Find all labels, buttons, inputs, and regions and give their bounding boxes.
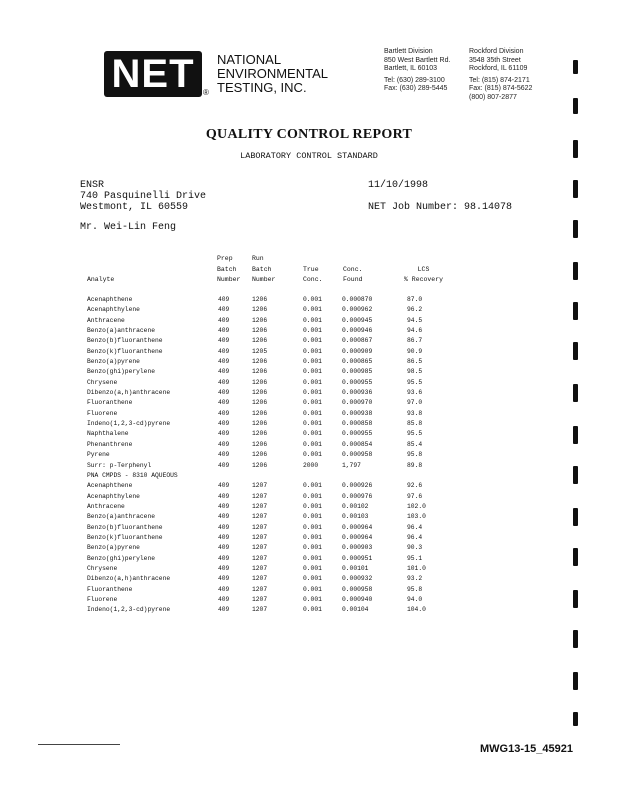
cell-recovery: 86.7 bbox=[407, 337, 423, 345]
cell-conc-found: 0.000955 bbox=[342, 378, 373, 386]
cell-analyte: Acenaphthylene bbox=[87, 306, 140, 314]
cell-true-conc: 0.001 bbox=[303, 399, 322, 407]
scan-mark bbox=[573, 384, 578, 402]
cell-analyte: Benzo(k)fluoranthene bbox=[87, 533, 163, 541]
cell-true-conc: 0.001 bbox=[303, 296, 322, 303]
cell-analyte: Anthracene bbox=[87, 316, 125, 324]
table-row bbox=[0, 595, 618, 605]
table-row bbox=[0, 502, 618, 512]
table-row bbox=[0, 316, 618, 326]
cell-run-batch: 1207 bbox=[252, 492, 268, 500]
cell-recovery: 96.4 bbox=[407, 533, 423, 541]
scan-mark bbox=[573, 302, 578, 320]
cell-analyte: Benzo(a)anthracene bbox=[87, 327, 156, 335]
cell-run-batch: 1207 bbox=[252, 564, 268, 572]
address-line: Fax: (630) 289-5445 bbox=[384, 85, 448, 92]
cell-run-batch: 1206 bbox=[252, 451, 268, 459]
cell-analyte: Dibenzo(a,h)anthracene bbox=[87, 575, 171, 583]
cell-true-conc: 0.001 bbox=[303, 564, 322, 572]
cell-prep-batch: 409 bbox=[218, 347, 230, 355]
cell-run-batch: 1206 bbox=[252, 306, 268, 314]
cell-true-conc: 0.001 bbox=[303, 440, 322, 448]
cell-true-conc: 0.001 bbox=[303, 368, 322, 376]
bartlett-address bbox=[384, 48, 450, 94]
cell-analyte: Benzo(ghi)perylene bbox=[87, 554, 156, 562]
cell-run-batch: 1207 bbox=[252, 513, 268, 521]
cell-prep-batch: 409 bbox=[218, 440, 230, 448]
cell-conc-found: 0.000865 bbox=[342, 358, 373, 366]
cell-analyte: Benzo(b)fluoranthene bbox=[87, 337, 163, 345]
cell-run-batch: 1206 bbox=[252, 378, 268, 386]
cell-prep-batch: 409 bbox=[218, 430, 230, 438]
cell-conc-found: 0.00103 bbox=[342, 513, 369, 521]
cell-analyte: Indeno(1,2,3-cd)pyrene bbox=[87, 606, 171, 614]
cell-analyte: Benzo(a)anthracene bbox=[87, 513, 156, 521]
table-row bbox=[0, 388, 618, 398]
cell-conc-found: 0.000964 bbox=[342, 523, 373, 531]
scan-mark bbox=[573, 466, 578, 484]
cell-analyte: PNA CMPDS - 8310 AQUEOUS bbox=[87, 471, 178, 479]
cell-conc-found: 0.000962 bbox=[342, 306, 373, 314]
table-row bbox=[0, 564, 618, 574]
cell-conc-found: 0.000858 bbox=[342, 420, 373, 428]
header-prep-batch bbox=[217, 254, 240, 286]
cell-recovery: 86.5 bbox=[407, 358, 423, 366]
cell-prep-batch: 409 bbox=[218, 399, 230, 407]
cell-recovery: 95.8 bbox=[407, 585, 423, 593]
attention: Mr. Wei-Lin Feng bbox=[80, 222, 177, 233]
rockford-address bbox=[469, 48, 532, 102]
address-line: Fax: (815) 874-5622 bbox=[469, 85, 533, 92]
table-row bbox=[0, 378, 618, 388]
cell-true-conc: 0.001 bbox=[303, 327, 322, 335]
cell-conc-found: 0.000958 bbox=[342, 585, 373, 593]
cell-analyte: Fluoranthene bbox=[87, 585, 133, 593]
cell-run-batch: 1206 bbox=[252, 430, 268, 438]
address-line: Tel: (630) 289-3100 bbox=[384, 76, 445, 84]
cell-true-conc: 2000 bbox=[303, 461, 319, 469]
cell-conc-found: 0.000903 bbox=[342, 544, 373, 552]
cell-recovery: 98.5 bbox=[407, 368, 423, 376]
cell-run-batch: 1206 bbox=[252, 440, 268, 448]
scan-mark bbox=[573, 98, 578, 114]
scan-mark bbox=[573, 548, 578, 566]
header-true-conc bbox=[303, 265, 323, 286]
job-number: NET Job Number: 98.14078 bbox=[368, 202, 513, 213]
scan-mark bbox=[573, 180, 578, 198]
cell-prep-batch: 409 bbox=[218, 533, 230, 541]
cell-true-conc: 0.001 bbox=[303, 389, 322, 397]
table-row bbox=[0, 543, 618, 553]
header-line: Batch bbox=[252, 265, 272, 273]
header-line: Conc. bbox=[343, 265, 363, 273]
cell-run-batch: 1207 bbox=[252, 523, 268, 531]
cell-conc-found: 0.000976 bbox=[342, 492, 373, 500]
table-row bbox=[0, 357, 618, 367]
cell-true-conc: 0.001 bbox=[303, 347, 322, 355]
cell-analyte: Acenaphthene bbox=[87, 296, 133, 303]
cell-prep-batch: 409 bbox=[218, 492, 230, 500]
cell-run-batch: 1207 bbox=[252, 554, 268, 562]
cell-run-batch: 1207 bbox=[252, 595, 268, 603]
cell-run-batch: 1206 bbox=[252, 337, 268, 345]
cell-analyte: Surr: p-Terphenyl bbox=[87, 461, 152, 469]
cell-prep-batch: 409 bbox=[218, 461, 230, 469]
cell-conc-found: 0.00101 bbox=[342, 564, 369, 572]
cell-recovery: 94.0 bbox=[407, 595, 423, 603]
report-date: 11/10/1998 bbox=[368, 180, 429, 191]
cell-prep-batch: 409 bbox=[218, 502, 230, 510]
cell-prep-batch: 409 bbox=[218, 420, 230, 428]
table-row bbox=[0, 347, 618, 357]
scan-mark bbox=[573, 630, 578, 648]
cell-true-conc: 0.001 bbox=[303, 575, 322, 583]
company-name bbox=[217, 53, 328, 95]
table-row bbox=[0, 450, 618, 460]
cell-analyte: Fluoranthene bbox=[87, 399, 133, 407]
cell-recovery: 95.8 bbox=[407, 451, 423, 459]
cell-prep-batch: 409 bbox=[218, 564, 230, 572]
cell-conc-found: 0.000870 bbox=[342, 296, 373, 303]
cell-conc-found: 0.000926 bbox=[342, 482, 373, 490]
table-row bbox=[0, 481, 618, 491]
cell-prep-batch: 409 bbox=[218, 409, 230, 417]
cell-conc-found: 1,797 bbox=[342, 461, 361, 469]
cell-recovery: 95.5 bbox=[407, 430, 423, 438]
scan-mark bbox=[573, 672, 578, 690]
scan-mark bbox=[573, 712, 578, 726]
cell-analyte: Naphthalene bbox=[87, 430, 129, 438]
cell-prep-batch: 409 bbox=[218, 585, 230, 593]
scan-mark bbox=[573, 60, 578, 74]
cell-recovery: 93.8 bbox=[407, 409, 423, 417]
cell-recovery: 90.9 bbox=[407, 347, 423, 355]
table-row bbox=[0, 336, 618, 346]
cell-analyte: Acenaphthene bbox=[87, 482, 133, 490]
table-row bbox=[0, 440, 618, 450]
cell-recovery: 103.0 bbox=[407, 513, 426, 521]
cell-run-batch: 1206 bbox=[252, 368, 268, 376]
cell-analyte: Chrysene bbox=[87, 564, 118, 572]
client-address: Westmont, IL 60559 bbox=[80, 202, 189, 213]
scan-mark bbox=[573, 426, 578, 444]
cell-prep-batch: 409 bbox=[218, 378, 230, 386]
header-line: True bbox=[303, 265, 319, 273]
cell-conc-found: 0.000867 bbox=[342, 337, 373, 345]
cell-conc-found: 0.000909 bbox=[342, 347, 373, 355]
cell-prep-batch: 409 bbox=[218, 316, 230, 324]
cell-run-batch: 1207 bbox=[252, 585, 268, 593]
cell-true-conc: 0.001 bbox=[303, 420, 322, 428]
cell-recovery: 94.5 bbox=[407, 316, 423, 324]
client-block bbox=[80, 180, 206, 213]
cell-true-conc: 0.001 bbox=[303, 606, 322, 614]
cell-prep-batch: 409 bbox=[218, 606, 230, 614]
cell-conc-found: 0.000940 bbox=[342, 595, 373, 603]
header-line: Conc. bbox=[303, 276, 323, 283]
client-name: ENSR bbox=[80, 180, 105, 191]
address-line: Bartlett, IL 60103 bbox=[384, 65, 438, 72]
cell-recovery: 95.5 bbox=[407, 378, 423, 386]
cell-conc-found: 0.000985 bbox=[342, 368, 373, 376]
cell-conc-found: 0.000932 bbox=[342, 575, 373, 583]
client-address: 740 Pasquinelli Drive bbox=[80, 191, 207, 202]
table-row bbox=[0, 512, 618, 522]
footer-line bbox=[38, 744, 120, 745]
cell-run-batch: 1206 bbox=[252, 461, 268, 469]
cell-prep-batch: 409 bbox=[218, 296, 230, 303]
cell-recovery: 94.6 bbox=[407, 327, 423, 335]
cell-recovery: 102.0 bbox=[407, 502, 426, 510]
header-conc-found bbox=[343, 265, 363, 286]
cell-recovery: 87.0 bbox=[407, 296, 423, 303]
cell-recovery: 104.0 bbox=[407, 606, 426, 614]
cell-recovery: 101.0 bbox=[407, 564, 426, 572]
table-row bbox=[0, 429, 618, 439]
cell-run-batch: 1207 bbox=[252, 482, 268, 490]
cell-run-batch: 1207 bbox=[252, 502, 268, 510]
cell-true-conc: 0.001 bbox=[303, 513, 322, 521]
cell-recovery: 93.6 bbox=[407, 389, 423, 397]
cell-recovery: 89.8 bbox=[407, 461, 423, 469]
cell-true-conc: 0.001 bbox=[303, 306, 322, 314]
address-line: Rockford Division bbox=[469, 48, 524, 55]
cell-analyte: Benzo(a)pyrene bbox=[87, 544, 140, 552]
table-row bbox=[0, 523, 618, 533]
cell-true-conc: 0.001 bbox=[303, 585, 322, 593]
table-row bbox=[0, 419, 618, 429]
cell-true-conc: 0.001 bbox=[303, 502, 322, 510]
address-line: (800) 807-2877 bbox=[469, 93, 517, 101]
header-line: Prep bbox=[217, 255, 233, 262]
cell-analyte: Chrysene bbox=[87, 378, 118, 386]
cell-prep-batch: 409 bbox=[218, 523, 230, 531]
company-line: NATIONAL bbox=[217, 52, 282, 67]
cell-true-conc: 0.001 bbox=[303, 492, 322, 500]
cell-conc-found: 0.000955 bbox=[342, 430, 373, 438]
cell-true-conc: 0.001 bbox=[303, 451, 322, 459]
table-row bbox=[0, 605, 618, 615]
cell-true-conc: 0.001 bbox=[303, 337, 322, 345]
cell-prep-batch: 409 bbox=[218, 554, 230, 562]
address-line: 3548 35th Street bbox=[469, 56, 521, 64]
cell-conc-found: 0.000936 bbox=[342, 389, 373, 397]
report-subtitle: LABORATORY CONTROL STANDARD bbox=[240, 151, 378, 161]
scan-mark bbox=[573, 342, 578, 360]
table-row bbox=[0, 554, 618, 564]
cell-analyte: Acenaphthylene bbox=[87, 492, 140, 500]
cell-analyte: Pyrene bbox=[87, 451, 110, 459]
header-line: % Recovery bbox=[404, 276, 444, 283]
net-logo: NET bbox=[104, 51, 202, 97]
cell-conc-found: 0.00104 bbox=[342, 606, 369, 614]
cell-conc-found: 0.000945 bbox=[342, 316, 373, 324]
cell-run-batch: 1206 bbox=[252, 420, 268, 428]
cell-true-conc: 0.001 bbox=[303, 544, 322, 552]
cell-analyte: Indeno(1,2,3-cd)pyrene bbox=[87, 420, 171, 428]
cell-prep-batch: 409 bbox=[218, 327, 230, 335]
header-line: Batch bbox=[217, 265, 237, 273]
cell-true-conc: 0.001 bbox=[303, 378, 322, 386]
scan-mark bbox=[573, 140, 578, 158]
cell-analyte: Fluorene bbox=[87, 595, 118, 603]
cell-prep-batch: 409 bbox=[218, 389, 230, 397]
cell-prep-batch: 409 bbox=[218, 544, 230, 552]
cell-recovery: 96.2 bbox=[407, 306, 423, 314]
cell-conc-found: 0.000964 bbox=[342, 533, 373, 541]
cell-prep-batch: 409 bbox=[218, 482, 230, 490]
cell-recovery: 96.4 bbox=[407, 523, 423, 531]
cell-run-batch: 1207 bbox=[252, 575, 268, 583]
cell-prep-batch: 409 bbox=[218, 306, 230, 314]
cell-true-conc: 0.001 bbox=[303, 358, 322, 366]
cell-analyte: Fluorene bbox=[87, 409, 118, 417]
cell-prep-batch: 409 bbox=[218, 513, 230, 521]
table-row bbox=[0, 533, 618, 543]
cell-recovery: 95.1 bbox=[407, 554, 423, 562]
cell-run-batch: 1207 bbox=[252, 533, 268, 541]
cell-prep-batch: 409 bbox=[218, 368, 230, 376]
address-line: 850 West Bartlett Rd. bbox=[384, 56, 451, 64]
cell-true-conc: 0.001 bbox=[303, 482, 322, 490]
scan-mark bbox=[573, 508, 578, 526]
scan-mark bbox=[573, 590, 578, 608]
cell-conc-found: 0.00102 bbox=[342, 502, 369, 510]
cell-conc-found: 0.000958 bbox=[342, 451, 373, 459]
cell-analyte: Benzo(k)fluoranthene bbox=[87, 347, 163, 355]
table-row bbox=[0, 398, 618, 408]
cell-run-batch: 1206 bbox=[252, 409, 268, 417]
registered-mark: ® bbox=[203, 88, 209, 97]
cell-conc-found: 0.000951 bbox=[342, 554, 373, 562]
cell-prep-batch: 409 bbox=[218, 451, 230, 459]
address-line: Tel: (815) 874-2171 bbox=[469, 76, 530, 84]
cell-run-batch: 1206 bbox=[252, 399, 268, 407]
address-line: Bartlett Division bbox=[384, 48, 433, 55]
header-run-batch bbox=[252, 254, 275, 286]
cell-run-batch: 1207 bbox=[252, 606, 268, 614]
cell-analyte: Phenanthrene bbox=[87, 440, 133, 448]
table-row bbox=[0, 574, 618, 584]
cell-analyte: Anthracene bbox=[87, 502, 125, 510]
cell-conc-found: 0.000854 bbox=[342, 440, 373, 448]
cell-true-conc: 0.001 bbox=[303, 533, 322, 541]
cell-run-batch: 1205 bbox=[252, 347, 268, 355]
company-line: ENVIRONMENTAL bbox=[217, 66, 328, 81]
cell-prep-batch: 409 bbox=[218, 337, 230, 345]
address-line: Rockford, IL 61109 bbox=[469, 65, 528, 72]
table-row bbox=[0, 295, 618, 305]
cell-recovery: 85.4 bbox=[407, 440, 423, 448]
cell-analyte: Benzo(b)fluoranthene bbox=[87, 523, 163, 531]
cell-true-conc: 0.001 bbox=[303, 523, 322, 531]
cell-prep-batch: 409 bbox=[218, 575, 230, 583]
table-row bbox=[0, 326, 618, 336]
cell-analyte: Dibenzo(a,h)anthracene bbox=[87, 389, 171, 397]
cell-recovery: 97.0 bbox=[407, 399, 423, 407]
report-title: QUALITY CONTROL REPORT bbox=[205, 127, 413, 142]
cell-true-conc: 0.001 bbox=[303, 430, 322, 438]
scan-mark bbox=[573, 220, 578, 238]
cell-true-conc: 0.001 bbox=[303, 316, 322, 324]
header-line: LCS bbox=[417, 265, 430, 273]
cell-run-batch: 1206 bbox=[252, 316, 268, 324]
document-id: MWG13-15_45921 bbox=[480, 743, 573, 755]
section-heading-row bbox=[0, 471, 618, 481]
table-row bbox=[0, 305, 618, 315]
table-row bbox=[0, 409, 618, 419]
header-line: Run bbox=[252, 255, 264, 262]
table-row bbox=[0, 585, 618, 595]
table-row bbox=[0, 461, 618, 471]
results-table bbox=[0, 295, 618, 616]
cell-true-conc: 0.001 bbox=[303, 409, 322, 417]
cell-run-batch: 1207 bbox=[252, 544, 268, 552]
header-line: Number bbox=[252, 276, 276, 283]
cell-conc-found: 0.000970 bbox=[342, 399, 373, 407]
cell-run-batch: 1206 bbox=[252, 327, 268, 335]
cell-run-batch: 1206 bbox=[252, 296, 268, 303]
cell-recovery: 92.6 bbox=[407, 482, 423, 490]
cell-recovery: 85.8 bbox=[407, 420, 423, 428]
cell-run-batch: 1206 bbox=[252, 389, 268, 397]
cell-conc-found: 0.000938 bbox=[342, 409, 373, 417]
table-row bbox=[0, 367, 618, 377]
cell-analyte: Benzo(a)pyrene bbox=[87, 358, 140, 366]
cell-run-batch: 1206 bbox=[252, 358, 268, 366]
cell-true-conc: 0.001 bbox=[303, 595, 322, 603]
scan-mark bbox=[573, 262, 578, 280]
cell-analyte: Benzo(ghi)perylene bbox=[87, 368, 156, 376]
cell-recovery: 93.2 bbox=[407, 575, 423, 583]
header-recovery bbox=[404, 265, 443, 286]
cell-recovery: 90.3 bbox=[407, 544, 423, 552]
company-line: TESTING, INC. bbox=[217, 80, 307, 95]
cell-recovery: 97.6 bbox=[407, 492, 423, 500]
cell-conc-found: 0.000946 bbox=[342, 327, 373, 335]
table-row bbox=[0, 492, 618, 502]
header-line: Number bbox=[217, 276, 241, 283]
header-line: Found bbox=[343, 276, 363, 283]
header-analyte: Analyte bbox=[87, 276, 115, 283]
cell-true-conc: 0.001 bbox=[303, 554, 322, 562]
cell-prep-batch: 409 bbox=[218, 358, 230, 366]
cell-prep-batch: 409 bbox=[218, 595, 230, 603]
